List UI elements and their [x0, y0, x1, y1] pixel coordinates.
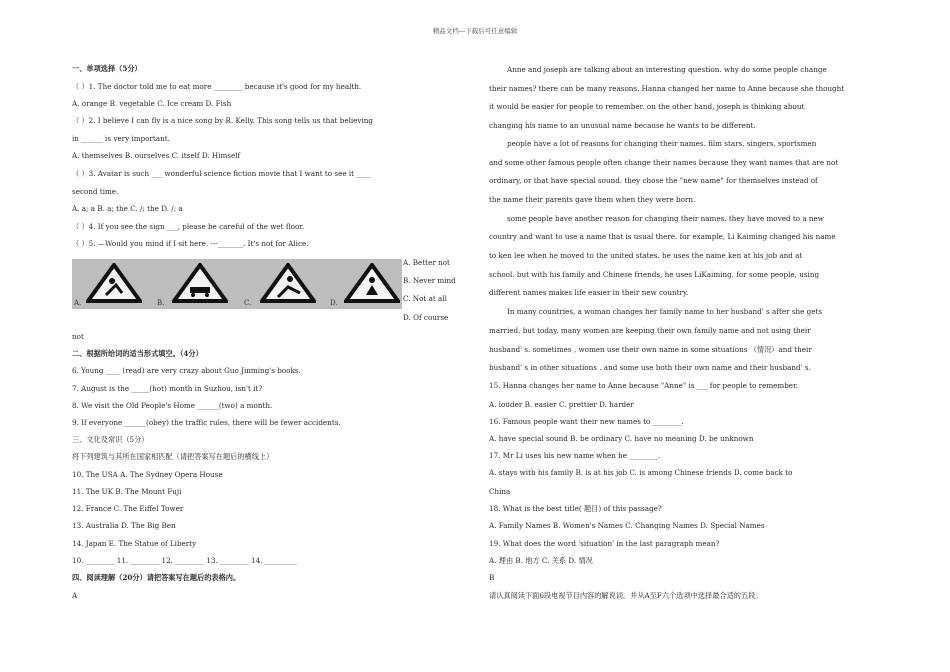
sign-a-icon	[86, 263, 142, 303]
passage-line: some people have another reason for changing their names. they have moved to a new	[507, 214, 824, 223]
question-6: 6. Young ____ (read) are very crazy about Guo Jinming's books.	[72, 366, 301, 375]
match-row: 11. The UK B. The Mount Fuji	[72, 487, 182, 496]
question-1-options: A. orange B. vegetable C. Ice cream D. Fish	[72, 99, 232, 108]
question-3-cont: second time.	[72, 187, 119, 196]
sign-c-icon	[260, 263, 316, 303]
page-header: 精品文档---下载后可任意编辑	[432, 27, 518, 35]
passage-line: country and want to use a name that is usual there. for example, Li Kaiming changed his name	[489, 232, 836, 241]
passage-line: different names makes life easier in their new country.	[489, 288, 689, 297]
passage-line: school. but with his family and Chinese friends, he uses LiKaiming. for some people, using	[489, 270, 820, 279]
question-5-option-c: C. Not at all	[403, 294, 447, 303]
passage-line: and some other famous people often change their names because they want names that are not	[489, 158, 839, 167]
question-7: 7. August is the _____(hot) month in Suzhou, isn't it?	[72, 384, 263, 393]
section1-title: 一、单项选择（5分）	[72, 64, 142, 73]
passage-line: ordinary, or that have special sound. they chose the "new name" for themselves instead of	[489, 176, 818, 185]
question-17: 17. Mr Li uses his new name when he ________.	[489, 451, 661, 460]
passage-line: married. but today, many women are keeping their own family name and not using their	[489, 326, 811, 335]
section3-title: 三、文化及常识（5分）	[72, 435, 149, 444]
question-19-options: A. 理由 B. 地方 C. 关系 D. 情况	[489, 556, 593, 565]
part-b-label: B	[489, 573, 495, 582]
question-1: （ ）1. The doctor told me to eat more ________ because it's good for my health.	[72, 82, 362, 91]
passage-line: husband' s. sometimes , women use their own name in some situations （情况）and their	[489, 345, 812, 354]
passage-line: husband' s in other situations . and some use both their own name and their husband' s.	[489, 363, 811, 372]
question-16-options: A. have special sound B. be ordinary C. have no meaning D. be unknown	[489, 434, 754, 443]
match-row: 13. Australia D. The Big Ben	[72, 521, 176, 530]
section4-title: 四、阅读理解（20分）请把答案写在题后的表格内。	[72, 573, 241, 582]
question-15: 15. Hanna changes her name to Anne because "Anne" is ___ for people to remember.	[489, 381, 798, 390]
passage-line: Anne and joseph are talking about an interesting question. why do some people change	[507, 65, 827, 74]
question-9: 9. If everyone ______(obey) the traffic rules, there will be fewer accidents.	[72, 418, 341, 427]
question-17-options: A. stays with his family B. is at his job C. is among Chinese friends D. come back to	[489, 468, 793, 477]
question-17-options-cont: China	[489, 487, 511, 496]
match-answers: 10. ________ 11. ________ 12. ________ 13. ________ 14. _________	[72, 556, 298, 565]
question-19: 19. What does the word 'situation' in the last paragraph mean?	[489, 539, 720, 548]
part-b-instruction: 请认真阅读下面6段电视节目内容的解说词。并从A至F六个选项中选择最合适的五段。	[489, 591, 763, 600]
question-3-options: A. a; a B. a; the C. /; the D. /; a	[72, 204, 183, 213]
question-2: （ ）2. I believe I can fly is a nice song by R. Kelly. This song tells us that believing	[72, 116, 374, 125]
question-18: 18. What is the best title( 题目) of this passage?	[489, 504, 662, 513]
match-row: 14. Japan E. The Statue of Liberty	[72, 539, 197, 548]
passage-line: the name their parents gave them when they were born.	[489, 195, 696, 204]
question-5-option-d: D. Of course	[403, 313, 449, 322]
question-5-option-b: B. Never mind	[403, 276, 456, 285]
match-row: 12. France C. The Eiffel Tower	[72, 504, 184, 513]
question-5-option-cont: not	[72, 332, 84, 341]
question-5: （ ）5. —Would you mind if I sit here. ---_______. It's not for Alice.	[72, 239, 309, 248]
sign-b-icon	[172, 263, 228, 303]
passage-line: it would be easier for people to remember. on the other hand, joseph is thinking about	[489, 102, 805, 111]
passage-line: In many countries, a woman changes her family name to her husband' s after she gets	[507, 307, 823, 316]
passage-line: their names? there can be many reasons. Hanna changed her name to Anne because she thought	[489, 84, 845, 93]
question-4: （ ）4. If you see the sign ___, please be careful of the wet floor.	[72, 222, 305, 231]
match-row: 10. The USA A. The Sydney Opera House	[72, 470, 223, 479]
question-15-options: A. louder B. easier C. prettier D. harder	[489, 400, 634, 409]
passage-line: changing his name to an unusual name because he wants to be different.	[489, 121, 756, 130]
section2-title: 二、根据所给词的适当形式填空。（4分）	[72, 349, 203, 358]
question-18-options: A. Family Names B. Women's Names C. Changing Names D. Special Names	[489, 521, 765, 530]
sign-label-a: A.	[74, 299, 82, 307]
sign-label-c: C.	[244, 299, 252, 307]
warning-signs-image	[72, 259, 402, 309]
question-16: 16. Famous people want their new names to ________.	[489, 417, 684, 426]
question-2-options: A. themselves B. ourselves C. itself D. Himself	[72, 151, 241, 160]
passage-line: to ken lee when he moved to the united states. he uses the name ken at his job and at	[489, 251, 803, 260]
sign-d-icon	[344, 263, 400, 303]
question-2-cont: in ______ is very important.	[72, 134, 170, 143]
part-a-label: A	[72, 591, 78, 600]
passage-line: people have a lot of reasons for changing their names. film stars, singers, sportsmen	[507, 139, 817, 148]
question-3: （ ）3. Avatar is such ___ wonderful science fiction movie that I want to see it ____	[72, 169, 371, 178]
question-5-option-a: A. Better not	[403, 258, 450, 267]
question-8: 8. We visit the Old People's Home ______(two) a month.	[72, 401, 273, 410]
section3-instruction: 将下列建筑与其所在国家相匹配（请把答案写在题后的横线上）	[72, 452, 274, 461]
sign-label-d: D.	[330, 299, 338, 307]
sign-label-b: B.	[157, 299, 165, 307]
